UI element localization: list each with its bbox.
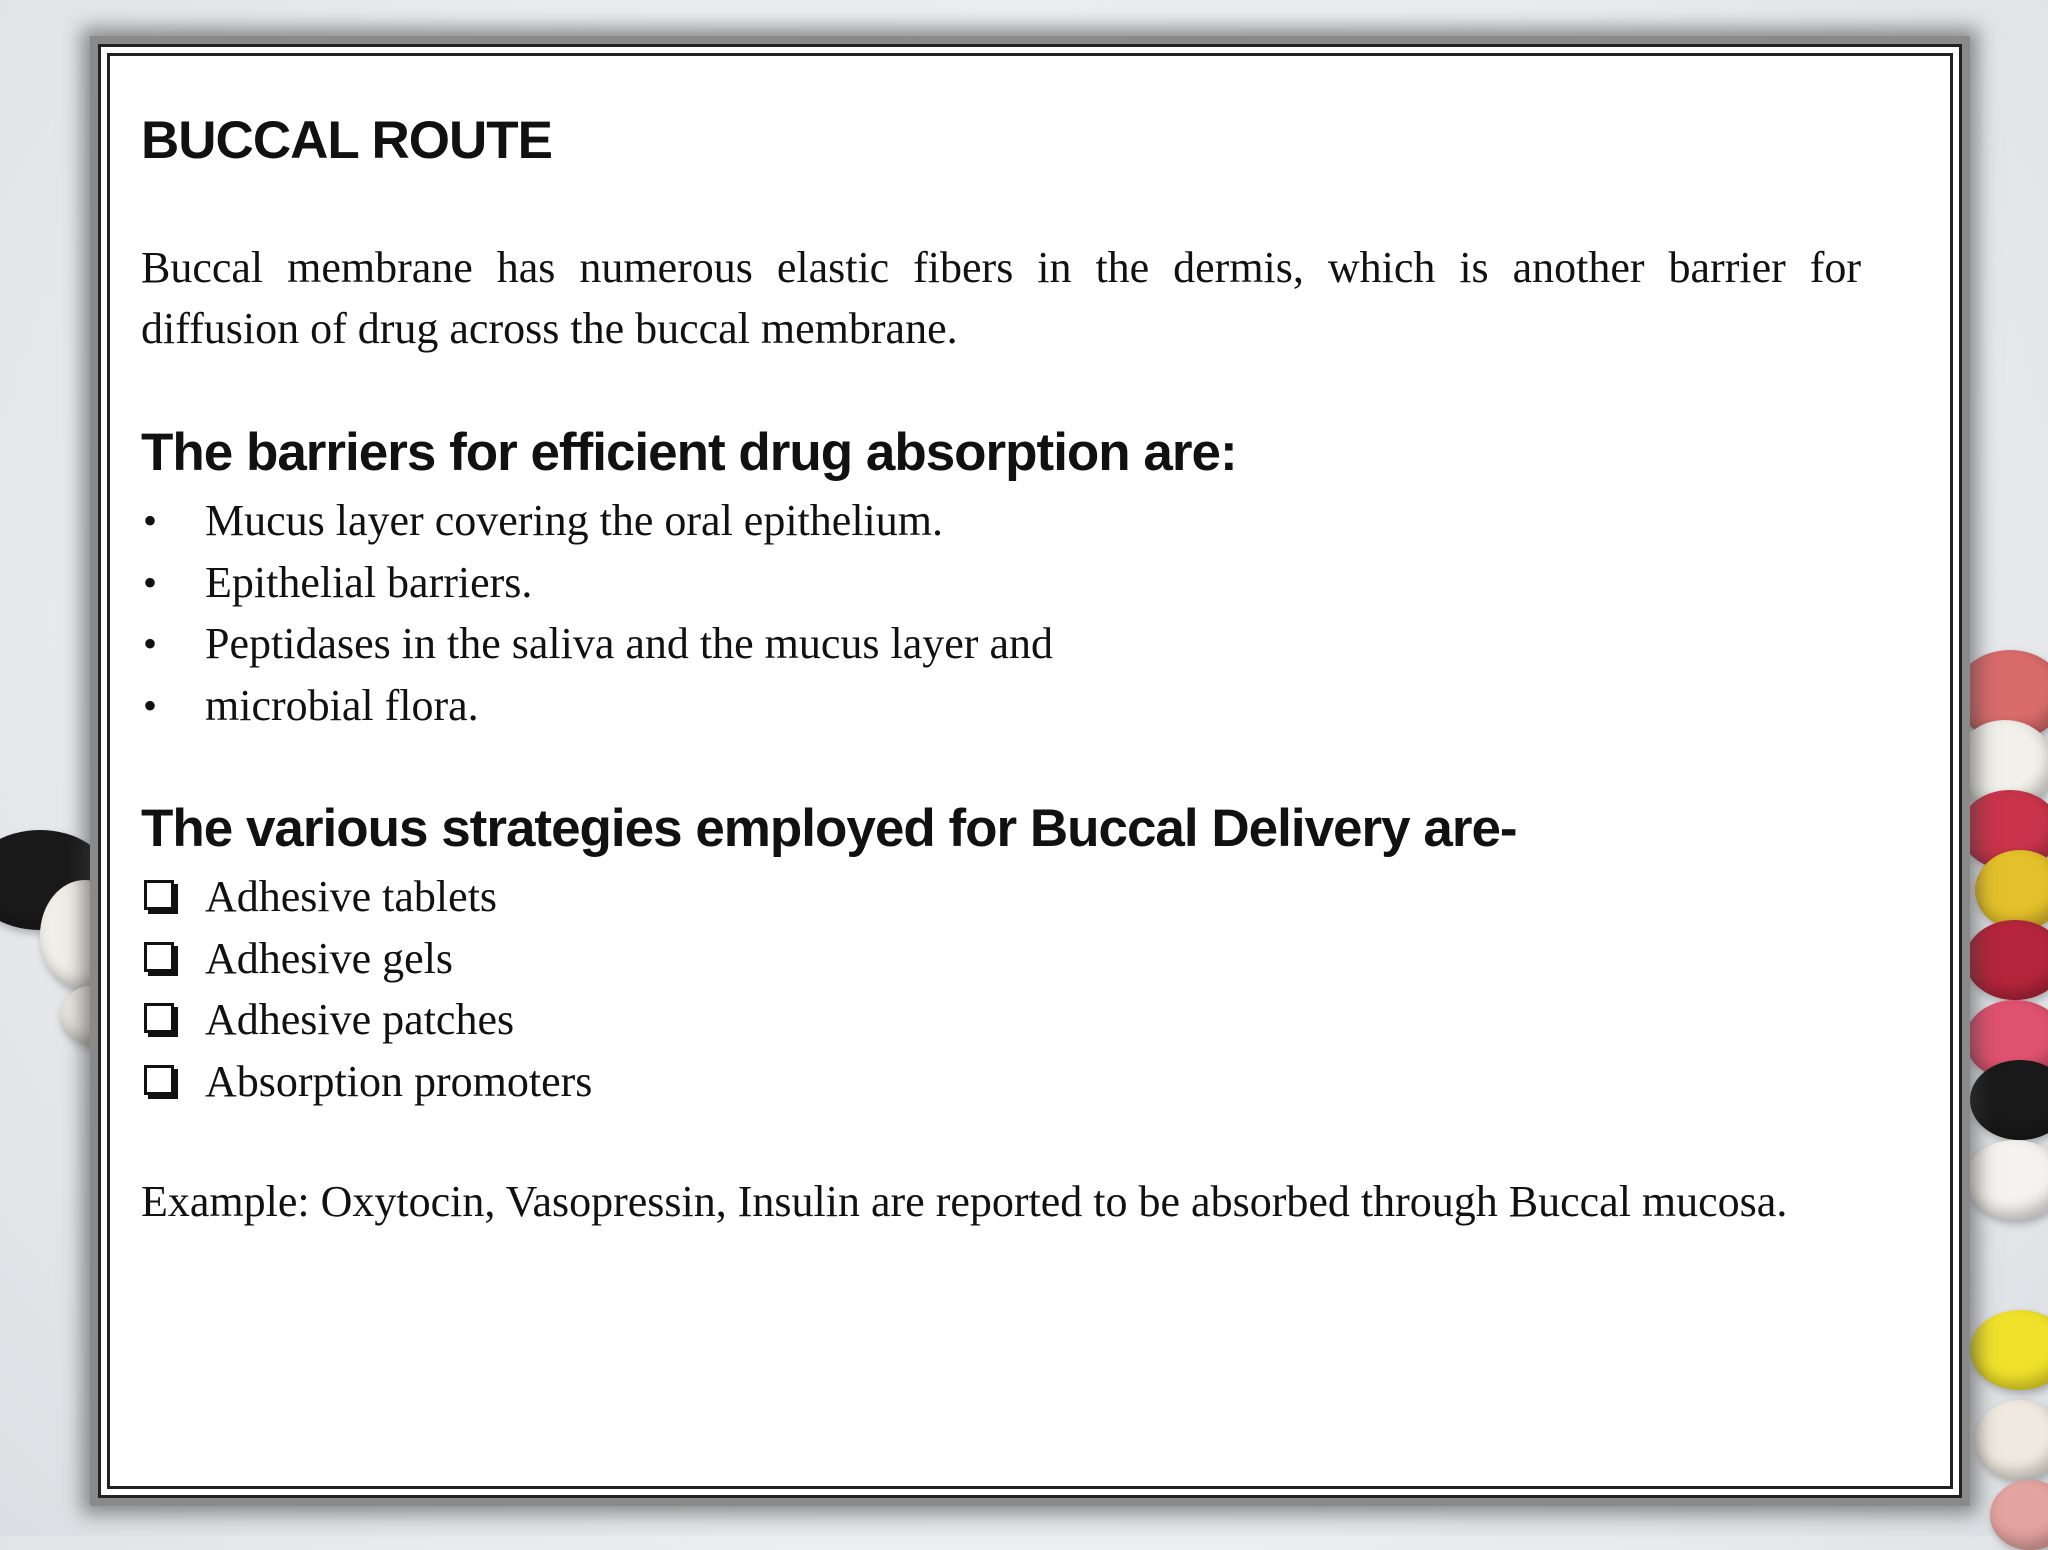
bullet-icon: • (143, 559, 158, 605)
barrier-item (141, 613, 1053, 675)
strategy-item (141, 1051, 592, 1113)
barrier-item (141, 490, 1053, 552)
checkbox-icon (144, 880, 174, 910)
strategy-item-text: Absorption promoters (205, 1056, 593, 1106)
bullet-icon: • (143, 682, 158, 728)
example-paragraph: Example: Oxytocin, Vasopressin, Insulin are reported to be absorbed through Buccal mucosa. (141, 1177, 1788, 1226)
strategies-list (141, 866, 592, 1112)
barriers-list (141, 490, 1053, 736)
barrier-item-text: Peptidases in the saliva and the mucus layer and (205, 619, 1053, 668)
slide-title: BUCCAL ROUTE (141, 111, 553, 170)
barrier-item-text: Mucus layer covering the oral epithelium. (205, 496, 943, 545)
pill-red-right-2 (1965, 920, 2048, 1000)
barrier-item-text: Epithelial barriers. (205, 557, 533, 607)
strategy-item (141, 866, 592, 928)
bullet-icon: • (143, 621, 158, 666)
intro-paragraph: Buccal membrane has numerous elastic fibers in the dermis, which is another barrier for diffusion of drug across the buccal membrane. (141, 243, 1861, 353)
checkbox-icon (144, 1065, 174, 1095)
strategy-item (141, 989, 592, 1051)
barrier-item (141, 552, 1053, 614)
pill-yellow-right (1975, 850, 2048, 930)
bullet-icon: • (143, 498, 158, 543)
barriers-heading: The barriers for efficient drug absorption are: (141, 423, 1237, 482)
checkbox-icon (144, 1003, 174, 1033)
pill-yellow-right-2 (1970, 1310, 2048, 1390)
pill-pink-right-3 (1990, 1480, 2048, 1550)
checkbox-icon (144, 942, 174, 972)
barrier-item (141, 675, 1053, 737)
strategy-item (141, 928, 592, 990)
pill-black-right (1970, 1060, 2048, 1140)
pill-white-right-2 (1965, 1140, 2048, 1220)
strategies-heading: The various strategies employed for Buccal Delivery are- (141, 799, 1517, 858)
strategy-item-text: Adhesive patches (205, 995, 515, 1044)
barrier-item-text: microbial flora. (205, 680, 479, 730)
strategy-item-text: Adhesive tablets (205, 872, 498, 921)
pill-white-right-3 (1975, 1400, 2048, 1480)
strategy-item-text: Adhesive gels (205, 933, 454, 983)
